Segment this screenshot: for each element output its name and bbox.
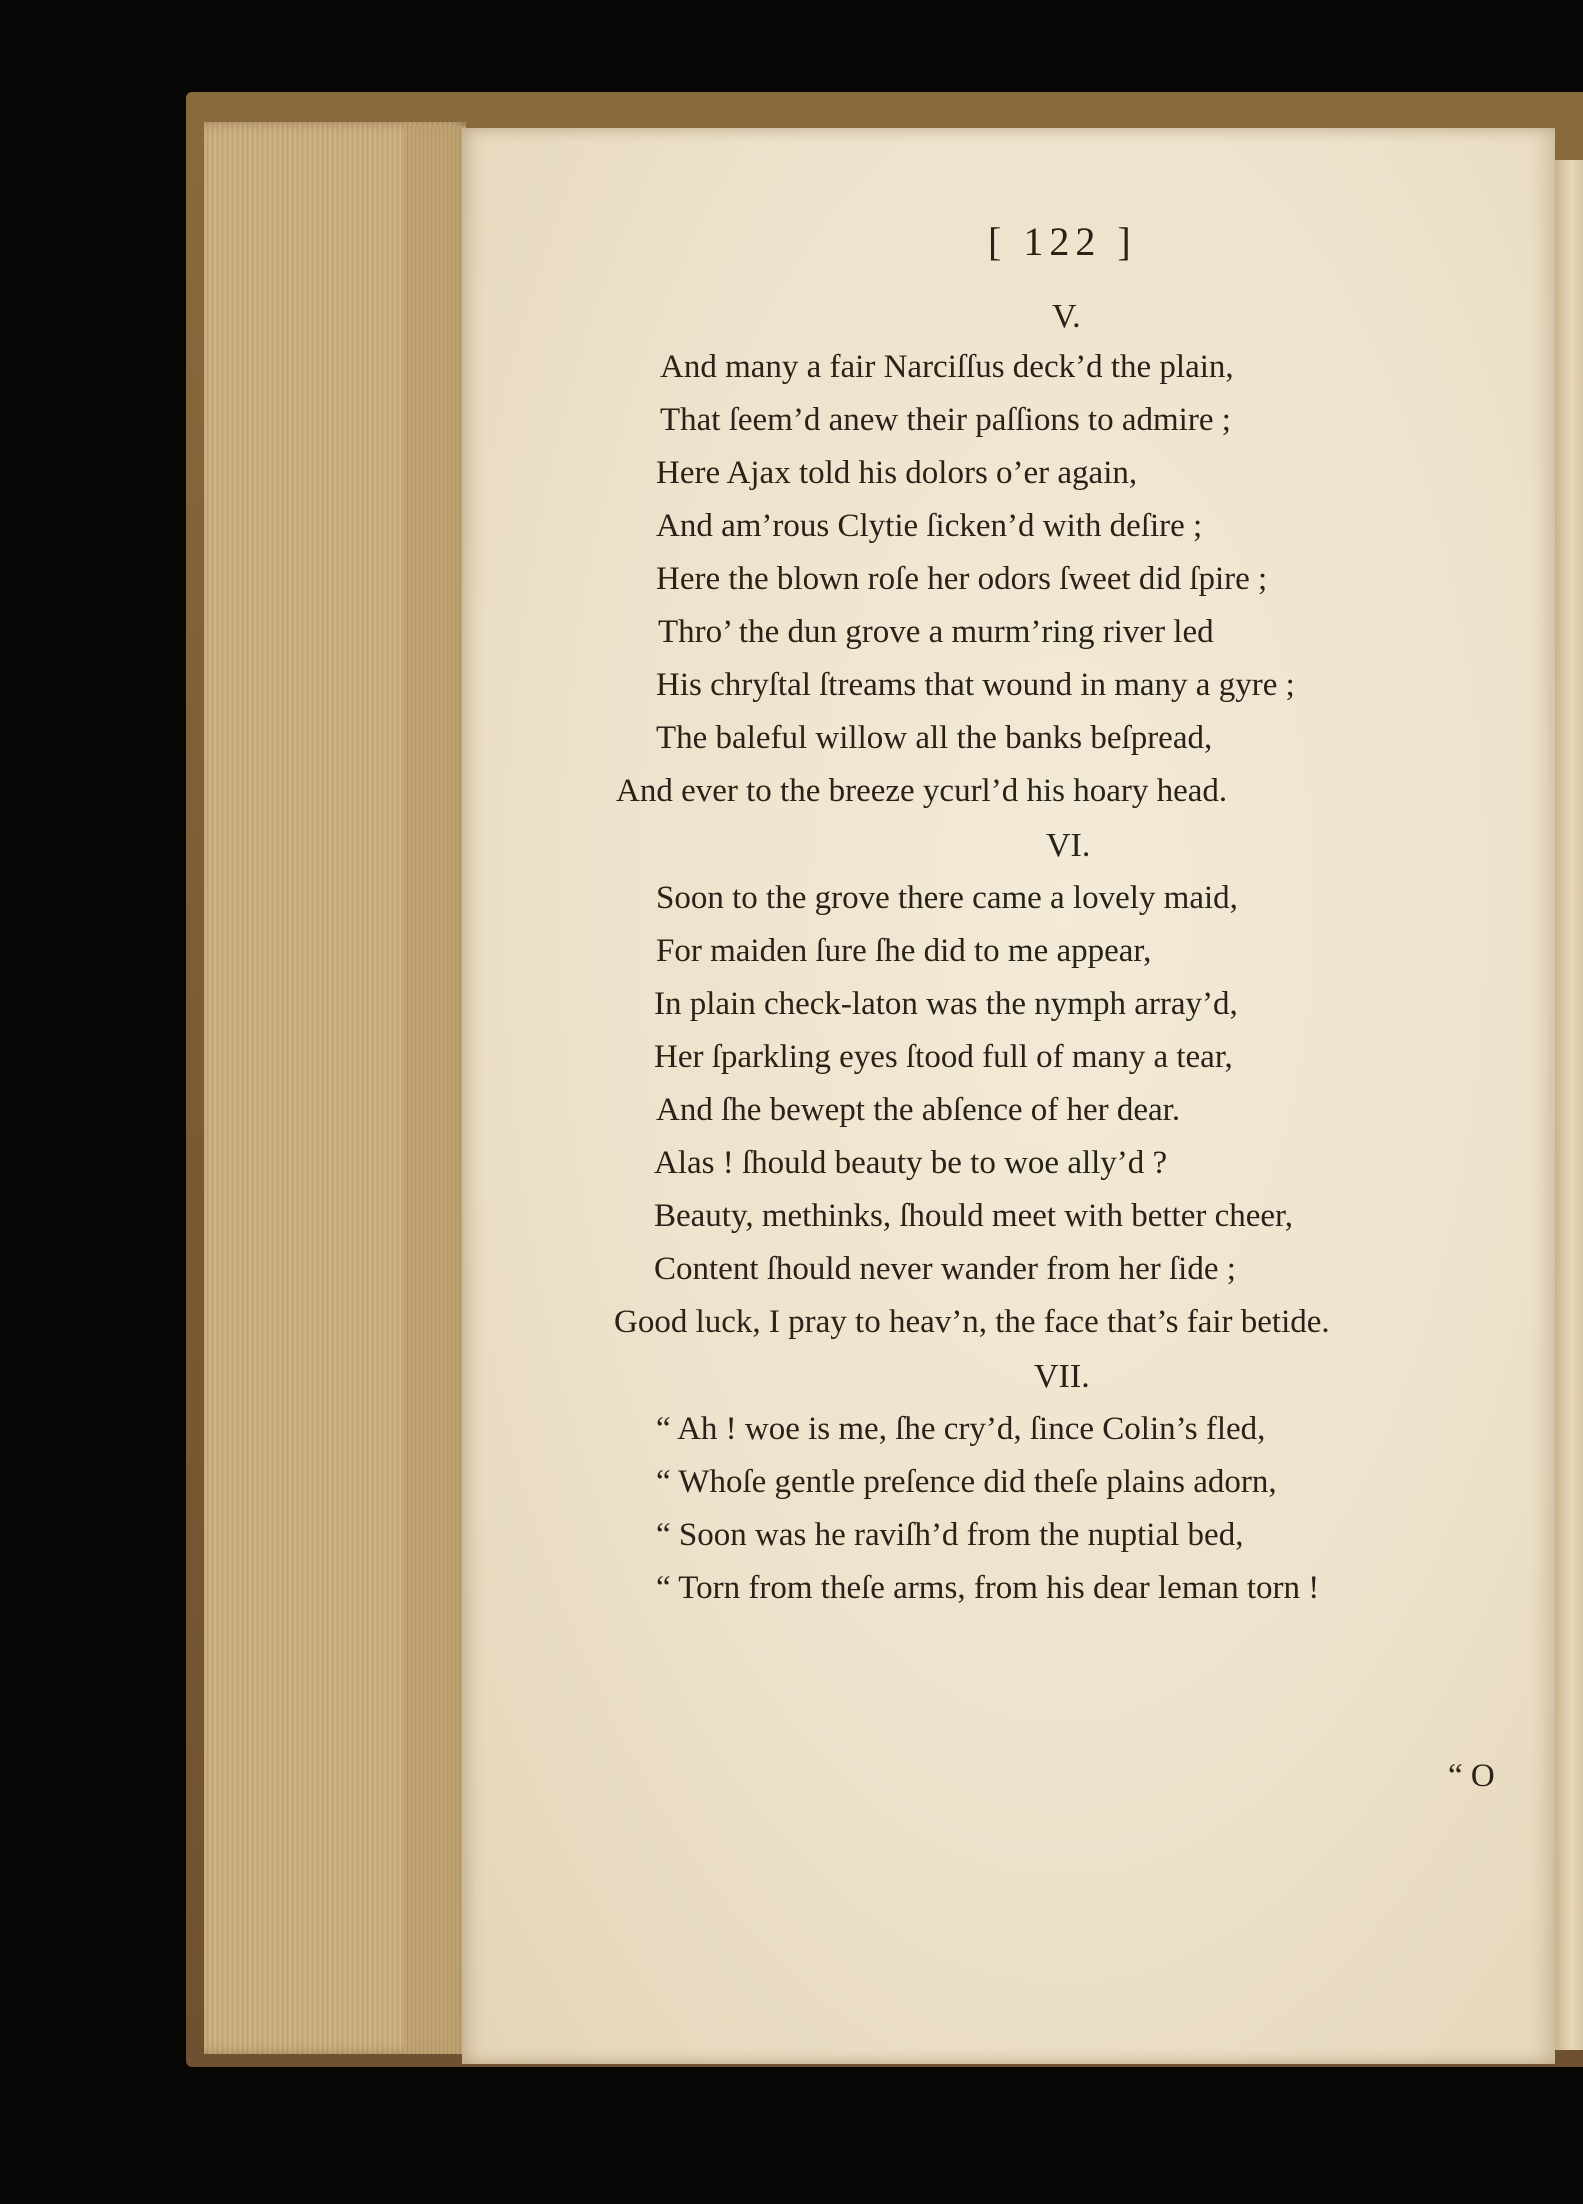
stanza-numeral: VII. — [1034, 1358, 1090, 1395]
verse-line: And ever to the breeze ycurl’d his hoary head. — [616, 773, 1228, 809]
verse-line: His chryſtal ſtreams that wound in many a gyre ; — [656, 667, 1295, 703]
verse-line: Content ſhould never wander from her ſide ; — [654, 1251, 1236, 1287]
verse-line: Her ſparkling eyes ſtood full of many a tear, — [654, 1039, 1233, 1075]
catchword: “ O — [1448, 1758, 1495, 1794]
verse-line: “ Ah ! woe is me, ſhe cry’d, ſince Colin’s fled, — [656, 1411, 1266, 1447]
verse-line: For maiden ſure ſhe did to me appear, — [656, 933, 1152, 969]
verse-line: And am’rous Clytie ſicken’d with deſire ; — [656, 508, 1203, 544]
verse-line: “ Torn from theſe arms, from his dear leman torn ! — [656, 1570, 1320, 1606]
verse-line: Thro’ the dun grove a murm’ring river led — [658, 614, 1214, 650]
stanza-numeral: VI. — [1046, 827, 1091, 864]
stanza-numeral: V. — [1052, 298, 1081, 335]
verse-line: And many a fair Narciſſus deck’d the plain, — [660, 349, 1234, 385]
verse-line: And ſhe bewept the abſence of her dear. — [656, 1092, 1181, 1128]
verse-line: The baleful willow all the banks beſpread, — [656, 720, 1213, 756]
verse-line: In plain check-laton was the nymph array’d, — [654, 986, 1238, 1022]
verse-line: Alas ! ſhould beauty be to woe ally’d ? — [654, 1145, 1168, 1181]
page-number: [ 122 ] — [988, 219, 1137, 264]
verse-line: Soon to the grove there came a lovely maid, — [656, 880, 1238, 916]
verse-line: “ Whoſe gentle preſence did theſe plains adorn, — [656, 1464, 1277, 1500]
verse-line: Good luck, I pray to heav’n, the face that’s fair betide. — [614, 1304, 1330, 1340]
page-edges-shadow — [404, 126, 466, 2054]
verse-line: “ Soon was he raviſh’d from the nuptial bed, — [656, 1517, 1244, 1553]
verse-line: Beauty, methinks, ſhould meet with better cheer, — [654, 1198, 1293, 1234]
verse-line: Here Ajax told his dolors o’er again, — [656, 455, 1138, 491]
verse-line: Here the blown roſe her odors ſweet did ſpire ; — [656, 561, 1268, 597]
facing-page-edge — [1555, 160, 1583, 2050]
verse-line: That ſeem’d anew their paſſions to admire ; — [660, 402, 1231, 438]
